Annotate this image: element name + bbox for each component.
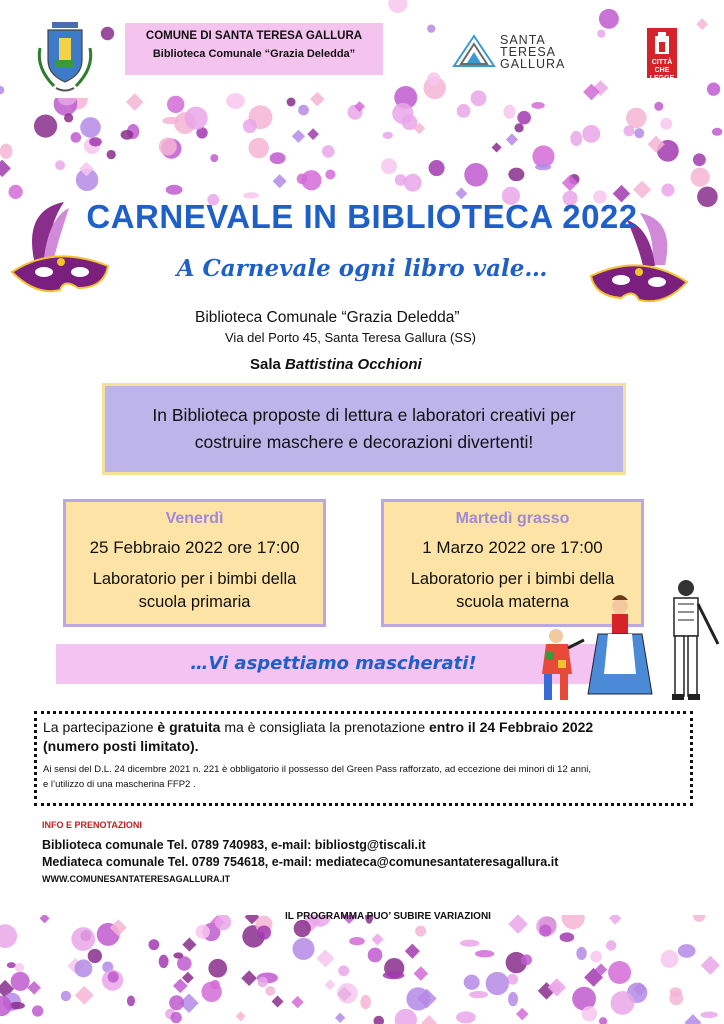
confetti-piece <box>126 93 144 111</box>
confetti-piece <box>0 924 17 948</box>
confetti-piece <box>325 169 335 179</box>
confetti-piece <box>696 18 708 30</box>
confetti-piece <box>273 174 287 188</box>
confetti-piece <box>535 164 551 170</box>
confetti-piece <box>301 170 321 190</box>
notice-part3: ma è consigliata la prenotazione <box>220 719 430 735</box>
confetti-piece <box>316 949 334 967</box>
confetti-piece <box>322 145 335 158</box>
confetti-piece <box>427 24 435 32</box>
confetti-piece <box>208 959 227 978</box>
confetti-piece <box>670 987 682 996</box>
confetti-piece <box>691 168 710 187</box>
confetti-piece <box>606 940 616 950</box>
municipality-name: COMUNE DI SANTA TERESA GALLURA <box>145 30 363 42</box>
confetti-piece <box>0 86 4 94</box>
citta-line1: CITTÀ <box>651 59 673 66</box>
confetti-piece <box>469 991 488 998</box>
notice-limited-seats: (numero posti limitato). <box>43 738 199 754</box>
confetti-piece <box>241 970 257 986</box>
confetti-piece <box>582 1006 597 1021</box>
confetti-piece <box>576 947 586 960</box>
confetti-piece <box>582 125 600 143</box>
invitation-text: …Vi aspettiamo mascherati! <box>190 653 477 674</box>
confetti-piece <box>383 971 405 979</box>
confetti-piece <box>707 82 720 95</box>
confetti-piece <box>634 128 644 138</box>
confetti-piece <box>88 949 102 963</box>
sala-name: Battistina Occhioni <box>285 356 422 373</box>
confetti-piece <box>101 27 114 40</box>
library-name: Biblioteca Comunale “Grazia Deledda” <box>152 48 356 60</box>
confetti-piece <box>32 1005 43 1016</box>
confetti-piece <box>107 150 116 159</box>
event-date: 25 Febbraio 2022 ore 17:00 <box>89 538 300 557</box>
confetti-piece <box>310 92 325 107</box>
confetti-piece <box>335 1013 345 1023</box>
confetti-piece <box>456 1011 476 1023</box>
notice-free: è gratuita <box>157 719 221 735</box>
confetti-piece <box>185 107 208 130</box>
green-pass-notice <box>43 762 684 792</box>
confetti-piece <box>291 996 303 1008</box>
confetti-piece <box>700 1012 717 1019</box>
event-desc-line1: Laboratorio per i bimbi della <box>410 570 615 588</box>
green-pass-line2: e l’utilizzo di una mascherina FFP2 . <box>43 779 196 790</box>
program-note: IL PROGRAMMA PUO’ SUBIRE VARIAZIONI <box>285 911 491 922</box>
book-tower-icon <box>652 32 672 56</box>
confetti-piece <box>368 948 383 963</box>
event-day: Venerdì <box>165 510 224 527</box>
intro-box <box>102 383 626 475</box>
confetti-piece <box>599 9 619 29</box>
confetti-piece <box>15 963 24 972</box>
confetti-piece <box>429 160 445 176</box>
confetti-piece <box>457 104 471 118</box>
page-subtitle: A Carnevale ogni libro vale… <box>176 255 548 282</box>
sta-logo-line1: SANTA <box>500 33 546 47</box>
confetti-piece <box>514 123 523 132</box>
confetti-piece <box>159 137 177 155</box>
library-contact: Biblioteca comunale Tel. 0789 740983, e-mail: bibliostg@tiscali.it <box>42 838 426 852</box>
confetti-piece <box>61 991 71 1001</box>
confetti-piece <box>464 975 480 990</box>
venue-name: Biblioteca Comunale “Grazia Deledda” <box>195 309 460 326</box>
confetti-piece <box>64 113 73 122</box>
confetti-piece <box>75 986 94 1005</box>
confetti-piece <box>460 940 479 947</box>
confetti-piece <box>660 118 672 130</box>
confetti-piece <box>661 183 674 196</box>
confetti-piece <box>9 185 23 199</box>
confetti-piece <box>360 995 371 1009</box>
confetti-piece <box>712 128 722 136</box>
confetti-piece <box>492 142 502 152</box>
confetti-piece <box>257 977 267 987</box>
lady-figure <box>588 595 652 694</box>
confetti-piece <box>127 996 135 1007</box>
confetti-piece <box>292 938 314 960</box>
santa-teresa-gallura-logo <box>452 32 577 72</box>
confetti-piece <box>159 955 169 969</box>
confetti-piece <box>236 1011 246 1021</box>
confetti-piece <box>173 952 183 958</box>
confetti-piece <box>661 950 679 968</box>
confetti-piece <box>89 137 102 146</box>
confetti-piece <box>75 959 93 977</box>
coat-of-arms-logo <box>30 8 100 98</box>
confetti-piece <box>272 996 284 1008</box>
confetti-piece <box>678 944 696 958</box>
event-date: 1 Marzo 2022 ore 17:00 <box>422 538 603 557</box>
confetti-piece <box>415 926 426 937</box>
sta-logo-line2: TERESA <box>500 45 557 59</box>
confetti-piece <box>71 927 95 951</box>
carnival-characters-illustration <box>528 574 724 710</box>
notice-part1: La partecipazione <box>43 719 158 735</box>
confetti-piece <box>599 1017 607 1024</box>
confetti-piece <box>539 925 551 937</box>
event-desc-line2: scuola primaria <box>138 593 251 611</box>
confetti-piece <box>633 181 651 199</box>
confetti-piece <box>562 915 585 929</box>
confetti-piece <box>693 153 706 166</box>
confetti-piece <box>7 962 16 968</box>
mediateca-contact: Mediateca comunale Tel. 0789 754618, e-mail: mediateca@comunesantateresagallura.it <box>42 855 559 869</box>
confetti-piece <box>349 937 365 945</box>
confetti-piece <box>508 915 528 934</box>
confetti-piece <box>626 108 647 129</box>
confetti-piece <box>210 154 218 162</box>
confetti-piece <box>166 185 183 195</box>
confetti-decoration-bottom <box>0 915 724 1024</box>
confetti-piece <box>171 1012 182 1023</box>
green-pass-line1: Ai sensi del D.L. 24 dicembre 2021 n. 221 è obbligatorio il possesso del Green Pass rafforzato, ad eccezione dei minori di 12 anni, <box>43 764 591 775</box>
confetti-piece <box>693 915 705 922</box>
event-day: Martedì grasso <box>455 510 570 527</box>
confetti-piece <box>464 163 488 187</box>
confetti-piece <box>395 1009 417 1024</box>
citta-line2: CHE LEGGE <box>649 67 675 82</box>
confetti-piece <box>684 1014 701 1024</box>
event-description <box>66 568 323 614</box>
website-link[interactable]: WWW.COMUNESANTATERESAGALLURA.IT <box>42 874 231 884</box>
confetti-piece <box>388 0 407 13</box>
confetti-piece <box>34 115 57 138</box>
citta-badge <box>647 28 677 82</box>
confetti-piece <box>611 991 635 1015</box>
header-box <box>125 23 383 75</box>
confetti-piece <box>294 920 311 937</box>
confetti-piece <box>506 133 518 145</box>
confetti-piece <box>257 925 271 939</box>
confetti-piece <box>486 972 509 995</box>
confetti-piece <box>404 174 422 192</box>
citta-che-legge-logo <box>627 22 693 82</box>
confetti-piece <box>226 93 245 109</box>
confetti-piece <box>265 986 275 996</box>
participation-notice <box>34 711 693 806</box>
confetti-piece <box>182 937 196 951</box>
gentleman-figure <box>672 580 718 700</box>
venue-room <box>250 356 422 373</box>
venue-address: Via del Porto 45, Santa Teresa Gallura (SS) <box>225 330 476 345</box>
confetti-piece <box>570 131 582 146</box>
confetti-piece <box>169 995 184 1010</box>
confetti-piece <box>210 980 220 989</box>
event-box-friday <box>63 499 326 627</box>
confetti-piece <box>121 130 134 140</box>
confetti-piece <box>108 971 119 982</box>
confetti-piece <box>243 119 257 133</box>
confetti-piece <box>609 915 621 925</box>
confetti-piece <box>414 966 429 981</box>
confetti-piece <box>590 951 602 963</box>
triangle-logo-icon <box>452 34 496 68</box>
confetti-piece <box>654 102 663 111</box>
confetti-piece <box>383 132 393 139</box>
confetti-piece <box>167 96 184 113</box>
notice-deadline: entro il 24 Febbraio 2022 <box>429 719 594 735</box>
confetti-piece <box>373 1016 384 1024</box>
confetti-piece <box>80 117 101 138</box>
confetti-piece <box>55 160 65 170</box>
confetti-piece <box>427 72 441 86</box>
event-desc-line1: Laboratorio per i bimbi della <box>92 570 297 588</box>
confetti-piece <box>517 111 531 125</box>
page-title: CARNEVALE IN BIBLIOTECA 2022 <box>86 198 638 235</box>
confetti-piece <box>40 915 50 923</box>
confetti-piece <box>531 102 544 109</box>
confetti-piece <box>0 160 11 178</box>
confetti-piece <box>516 1008 529 1021</box>
sala-prefix: Sala <box>250 356 286 373</box>
confetti-piece <box>325 979 336 990</box>
confetti-piece <box>508 992 518 1007</box>
confetti-piece <box>307 128 319 140</box>
confetti-piece <box>371 933 383 945</box>
confetti-piece <box>298 105 309 116</box>
confetti-piece <box>471 90 487 106</box>
confetti-piece <box>701 956 720 975</box>
intro-line1: In Biblioteca proposte di lettura e laboratori creativi per <box>152 405 576 425</box>
intro-line2: costruire maschere e decorazioni divertenti! <box>194 432 534 452</box>
confetti-piece <box>421 1015 437 1024</box>
confetti-piece <box>148 939 159 950</box>
confetti-piece <box>560 932 575 942</box>
harlequin-figure <box>542 629 584 700</box>
confetti-piece <box>71 132 82 143</box>
confetti-piece <box>0 144 12 159</box>
event-desc-line2: scuola materna <box>456 593 569 611</box>
confetti-piece <box>338 965 349 976</box>
confetti-piece <box>508 168 524 182</box>
confetti-piece <box>597 30 605 38</box>
info-heading: INFO E PRENOTAZIONI <box>42 820 142 830</box>
confetti-piece <box>337 983 357 1003</box>
confetti-piece <box>292 130 305 143</box>
confetti-piece <box>608 961 631 984</box>
confetti-piece <box>196 925 210 939</box>
notice-main-text <box>43 718 684 756</box>
confetti-piece <box>475 950 494 957</box>
sta-logo-line3: GALLURA <box>500 57 566 71</box>
confetti-piece <box>11 972 30 991</box>
confetti-piece <box>503 105 515 119</box>
confetti-piece <box>287 98 296 107</box>
confetti-piece <box>521 954 532 965</box>
confetti-piece <box>405 944 420 959</box>
confetti-piece <box>381 158 397 174</box>
confetti-piece <box>270 152 286 164</box>
confetti-piece <box>624 125 635 136</box>
confetti-piece <box>248 138 269 159</box>
